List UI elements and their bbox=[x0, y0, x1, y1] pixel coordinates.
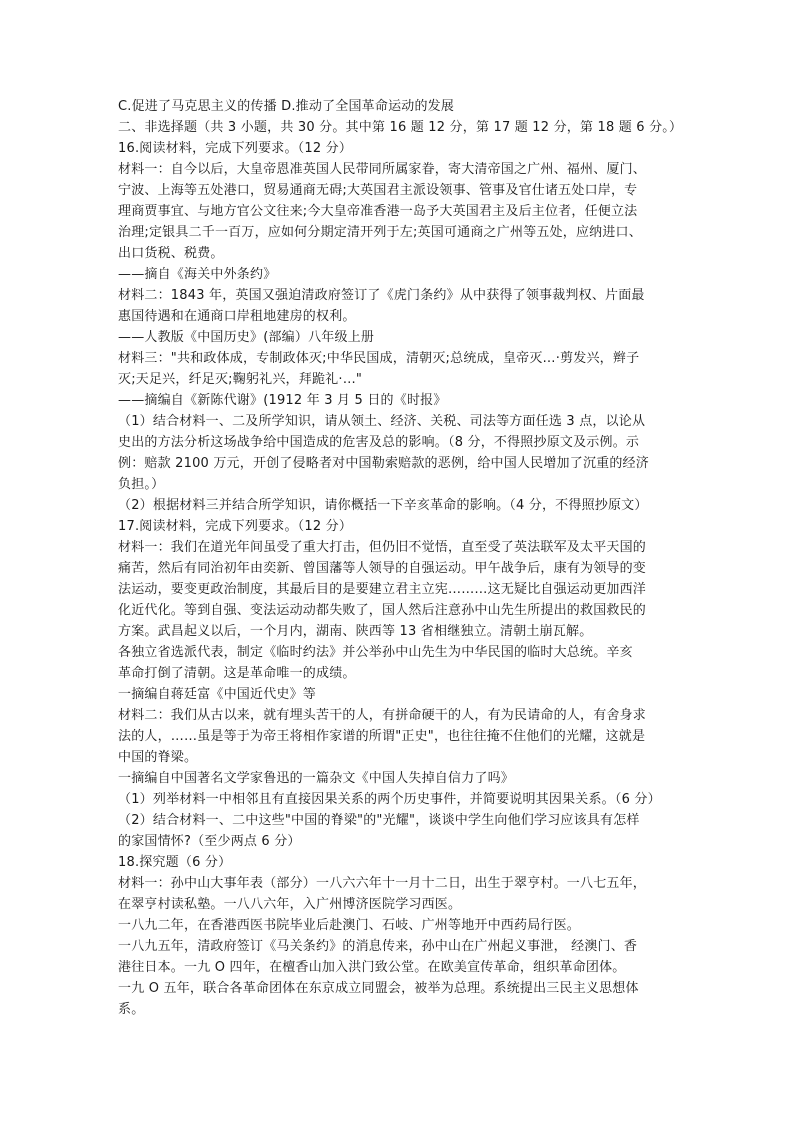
text-line: 中国的脊梁。 bbox=[118, 750, 198, 765]
text-line: 史出的方法分析这场战争给中国造成的危害及总的影响。（8 分，不得照抄原文及示例。示 bbox=[118, 435, 640, 450]
text-line: ——摘自《海关中外条约》 bbox=[118, 267, 277, 282]
text-line: 港往日本。一九 O 四年，在檀香山加入洪门致公堂。在欧美宣传革命，组织革命团体。 bbox=[118, 960, 626, 975]
text-line: 法的人，……虽是等于为帝王将相作家谱的所谓"正史"，也往往掩不住他们的光耀，这就是 bbox=[118, 729, 646, 744]
text-line: C.促进了马克思主义的传播 D.推动了全国革命运动的发展 bbox=[118, 99, 455, 114]
text-line: 的家国情怀?（至少两点 6 分） bbox=[118, 834, 301, 849]
text-line: 负担。） bbox=[118, 477, 165, 492]
text-line: 材料一：自今以后，大皇帝恩准英国人民带同所属家眷，寄大清帝国之广州、福州、厦门、 bbox=[118, 162, 647, 177]
text-line: ——摘编自《新陈代谢》(1912 年 3 月 5 日的《时报》 bbox=[118, 393, 447, 408]
text-line: 17.阅读材料，完成下列要求。（12 分） bbox=[118, 519, 353, 534]
text-line: 材料二：我们从古以来，就有埋头苦干的人，有拼命硬干的人，有为民请命的人，有舍身求 bbox=[118, 708, 647, 723]
text-line: 理商贾事宜、与地方官公文往来;今大皇帝准香港一岛予大英国君主及后主位者，任便立法 bbox=[118, 204, 638, 219]
text-line: 18.探究题（6 分） bbox=[118, 855, 232, 870]
text-line: 惠国待遇和在通商口岸租地建房的权利。 bbox=[118, 309, 356, 324]
text-line: 宁波、上海等五处港口，贸易通商无碍;大英国君主派设领事、管事及官仕诸五处口岸，专 bbox=[118, 183, 638, 198]
text-line: 灭;天足兴，纤足灭;鞠躬礼兴，拜跪礼·…" bbox=[118, 372, 363, 387]
text-line: 一摘编自蒋廷富《中国近代史》等 bbox=[118, 687, 317, 702]
text-line: （2）结合材料一、二中这些"中国的脊梁"的"光耀"，谈谈中学生向他们学习应该具有怎样 bbox=[118, 813, 640, 828]
text-line: 二、非选择题（共 3 小题，共 30 分。其中第 16 题 12 分，第 17 题 12 分，第 18 题 6 分。） bbox=[118, 120, 683, 135]
text-line: 在翠亨村读私塾。一八八六年，入广州博济医院学习西医。 bbox=[118, 897, 462, 912]
document-page bbox=[118, 96, 684, 1020]
text-line: （1）列举材料一中相邻且有直接因果关系的两个历史事件，并简要说明其因果关系。（6 分） bbox=[118, 792, 661, 807]
text-line: 材料一：我们在道光年间虽受了重大打击，但仍旧不觉悟，直至受了英法联军及太平天国的 bbox=[118, 540, 647, 555]
text-line: 出口货税、税费。 bbox=[118, 246, 224, 261]
text-line: 材料一：孙中山大事年表（部分）一八六六年十一月十二日，出生于翠亨村。一八七五年， bbox=[118, 876, 647, 891]
text-line: 16.阅读材料，完成下列要求。（12 分） bbox=[118, 141, 353, 156]
text-line: （1）结合材料一、二及所学知识，请从领土、经济、关税、司法等方面任选 3 点，以论从 bbox=[118, 414, 646, 429]
text-line: 一八九五年，清政府签订《马关条约》的消息传来，孙中山在广州起义事泄， 经澳门、香 bbox=[118, 939, 638, 954]
text-line: 系。 bbox=[118, 1002, 145, 1017]
text-line: 一摘编自中国著名文学家鲁迅的一篇杂文《中国人失掉自信力了吗》 bbox=[118, 771, 515, 786]
text-line: 例：赔款 2100 万元，开创了侵略者对中国勒索赔款的恶例，给中国人民增加了沉重的经济 bbox=[118, 456, 649, 471]
text-line: 材料二：1843 年，英国又强迫清政府签订了《虎门条约》从中获得了领事裁判权、片面最 bbox=[118, 288, 645, 303]
text-line: 治理;定银具二千一百万，应如何分期定清开列于左;英国可通商之广州等五处，应纳进口、 bbox=[118, 225, 642, 240]
text-line: ——人教版《中国历史》(部编）八年级上册 bbox=[118, 330, 375, 345]
text-line: 材料三："共和政体成，专制政体灭;中华民国成，清朝灭;总统成，皇帝灭…·剪发兴，辫子 bbox=[118, 351, 640, 366]
text-line: 一九 O 五年，联合各革命团体在东京成立同盟会，被举为总理。系统提出三民主义思想体 bbox=[118, 981, 639, 996]
text-line: 各独立省选派代表，制定《临时约法》并公举孙中山先生为中华民国的临时大总统。辛亥 bbox=[118, 645, 633, 660]
text-line: 法运动，要变更政治制度，其最后目的是要建立君主立宪………这无疑比自强运动更加西洋 bbox=[118, 582, 647, 597]
text-line: 革命打倒了清朝。这是革命唯一的成绩。 bbox=[118, 666, 356, 681]
text-line: （2）根据材料三并结合所学知识，请你概括一下辛亥革命的影响。（4 分，不得照抄原文） bbox=[118, 498, 648, 513]
text-line: 痛苦，然后有同治初年由奕新、曾国藩等人领导的自强运动。甲午战争后，康有为领导的变 bbox=[118, 561, 647, 576]
text-line: 一八九二年，在香港西医书院毕业后赴澳门、石岐、广州等地开中西药局行医。 bbox=[118, 918, 581, 933]
text-line: 化近代化。等到自强、变法运动动都失败了，国人然后注意孙中山先生所提出的救国救民的 bbox=[118, 603, 647, 618]
text-line: 方案。武昌起义以后，一个月内，湖南、陕西等 13 省相继独立。清朝土崩瓦解。 bbox=[118, 624, 593, 639]
